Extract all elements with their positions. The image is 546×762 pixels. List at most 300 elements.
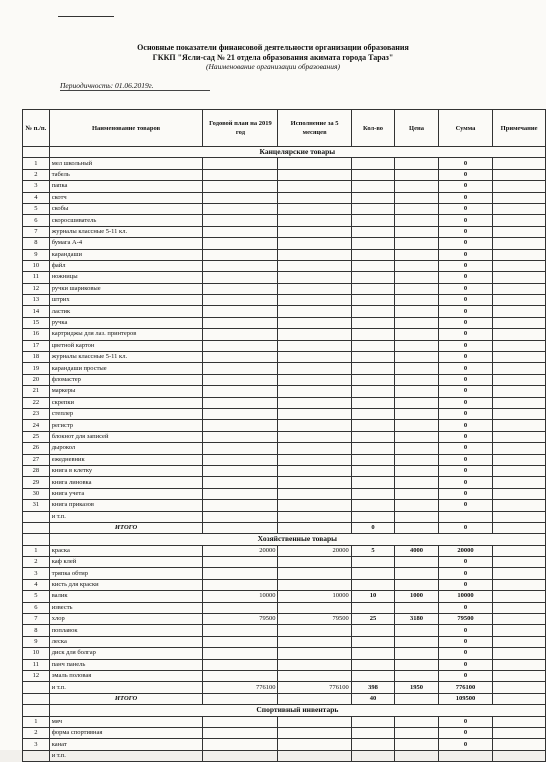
cell-name: эмаль половая (49, 670, 203, 681)
table-row (23, 579, 546, 590)
cell-execution (278, 169, 351, 180)
cell-number (23, 750, 50, 761)
cell-number: 26 (23, 443, 50, 454)
cell-quantity: 40 (351, 693, 394, 704)
cell-plan (203, 648, 278, 659)
cell-note (493, 431, 546, 442)
cell-name: ИТОГО (49, 693, 203, 704)
cell-sum: 0 (438, 203, 492, 214)
cell-name: цветной картон (49, 340, 203, 351)
cell-plan (203, 295, 278, 306)
cell-name: тряпка обтир (49, 568, 203, 579)
cell-plan (203, 739, 278, 750)
cell-note (493, 477, 546, 488)
cell-price (395, 317, 439, 328)
cell-execution (278, 181, 351, 192)
cell-sum: 0 (438, 431, 492, 442)
cell-sum: 0 (438, 238, 492, 249)
cell-note (493, 488, 546, 499)
section-sport-title-row (23, 705, 546, 716)
periodicity: Периодичность: 01.06.2019г. (60, 81, 154, 90)
cell-note (493, 397, 546, 408)
cell-price (395, 352, 439, 363)
cell-sum: 0 (438, 648, 492, 659)
cell-execution (278, 739, 351, 750)
cell-quantity (351, 352, 394, 363)
cell-execution: 79500 (278, 614, 351, 625)
table-row (23, 591, 546, 602)
cell-sum: 0 (438, 386, 492, 397)
section-household-title: Хозяйственные товары (49, 534, 545, 545)
cell-sum: 0 (438, 727, 492, 738)
cell-price (395, 420, 439, 431)
cell-execution (278, 386, 351, 397)
cell-sum: 0 (438, 192, 492, 203)
cell-quantity (351, 739, 394, 750)
cell-price (395, 192, 439, 203)
cell-note (493, 682, 546, 693)
cell-plan (203, 272, 278, 283)
cell-plan (203, 374, 278, 385)
organization-name: ГККП "Ясли-сад № 21 отдела образования акимата города Тараз" (152, 53, 394, 62)
cell-number: 8 (23, 238, 50, 249)
cell-plan (203, 397, 278, 408)
cell-price: 1950 (395, 682, 439, 693)
cell-plan (203, 670, 278, 681)
cell-plan (203, 568, 278, 579)
cell-name: панч панель (49, 659, 203, 670)
cell-sum (438, 750, 492, 761)
cell-sum: 0 (438, 408, 492, 419)
cell-number: 4 (23, 579, 50, 590)
cell-plan (203, 727, 278, 738)
table-row (23, 625, 546, 636)
cell-name: ножницы (49, 272, 203, 283)
cell-price (395, 477, 439, 488)
cell-number (23, 522, 50, 533)
cell-sum: 0 (438, 636, 492, 647)
cell-quantity (351, 181, 394, 192)
table-row (23, 329, 546, 340)
cell-note (493, 545, 546, 556)
col-execution: Исполнение за 5 месяцев (278, 110, 351, 147)
cell-number: 7 (23, 614, 50, 625)
cell-name: и т.п. (49, 511, 203, 522)
finance-table (22, 109, 546, 762)
cell-note (493, 443, 546, 454)
table-row (23, 488, 546, 499)
cell-name: известь (49, 602, 203, 613)
cell-price (395, 226, 439, 237)
cell-note (493, 420, 546, 431)
cell-price (395, 386, 439, 397)
cell-number: 7 (23, 226, 50, 237)
cell-number: 13 (23, 295, 50, 306)
cell-sum: 0 (438, 443, 492, 454)
cell-quantity (351, 465, 394, 476)
cell-note (493, 465, 546, 476)
cell-execution (278, 659, 351, 670)
cell-note (493, 408, 546, 419)
cell-quantity (351, 249, 394, 260)
cell-execution (278, 636, 351, 647)
cell-execution (278, 488, 351, 499)
cell-sum: 0 (438, 420, 492, 431)
cell-name: скоросшиватель (49, 215, 203, 226)
cell-execution (278, 317, 351, 328)
cell-note (493, 295, 546, 306)
table-row (23, 659, 546, 670)
cell-plan (203, 465, 278, 476)
table-row (23, 386, 546, 397)
cell-plan (203, 226, 278, 237)
cell-sum: 0 (438, 602, 492, 613)
cell-name: штрих (49, 295, 203, 306)
cell-execution (278, 203, 351, 214)
table-row (23, 739, 546, 750)
cell-plan (203, 511, 278, 522)
cell-price (395, 488, 439, 499)
cell-number: 9 (23, 636, 50, 647)
cell-number: 6 (23, 602, 50, 613)
cell-number: 15 (23, 317, 50, 328)
cell-sum: 0 (438, 272, 492, 283)
cell-plan (203, 283, 278, 294)
cell-execution (278, 215, 351, 226)
cell-execution (278, 693, 351, 704)
cell-price (395, 238, 439, 249)
cell-name: скобы (49, 203, 203, 214)
cell-number: 18 (23, 352, 50, 363)
table-row (23, 169, 546, 180)
cell-quantity (351, 659, 394, 670)
cell-price (395, 295, 439, 306)
cell-sum: 0 (438, 374, 492, 385)
cell-note (493, 215, 546, 226)
cell-execution (278, 465, 351, 476)
cell-quantity (351, 317, 394, 328)
cell-plan (203, 340, 278, 351)
cell-quantity (351, 169, 394, 180)
cell-price (395, 465, 439, 476)
cell-note (493, 329, 546, 340)
cell-name: леска (49, 636, 203, 647)
cell-sum: 0 (438, 352, 492, 363)
cell-name: краска (49, 545, 203, 556)
report-title: Основные показатели финансовой деятельности организации образования (137, 43, 409, 52)
cell-quantity (351, 340, 394, 351)
cell-price (395, 215, 439, 226)
cell-sum: 0 (438, 488, 492, 499)
cell-quantity (351, 511, 394, 522)
cell-price: 4000 (395, 545, 439, 556)
cell-plan: 20000 (203, 545, 278, 556)
table-row (23, 363, 546, 374)
cell-sum: 776100 (438, 682, 492, 693)
cell-quantity: 25 (351, 614, 394, 625)
cell-quantity (351, 625, 394, 636)
cell-execution (278, 306, 351, 317)
cell-note (493, 659, 546, 670)
cell-price (395, 602, 439, 613)
cell-quantity (351, 283, 394, 294)
cell-name: регистр (49, 420, 203, 431)
cell-name: журналы классные 5-11 кл. (49, 352, 203, 363)
cell-execution (278, 249, 351, 260)
cell-sum: 0 (438, 568, 492, 579)
col-sum: Сумма (438, 110, 492, 147)
cell-execution (278, 511, 351, 522)
cell-name: журналы классные 5-11 кл. (49, 226, 203, 237)
cell-execution (278, 408, 351, 419)
cell-number: 12 (23, 670, 50, 681)
cell-sum: 20000 (438, 545, 492, 556)
table-row (23, 249, 546, 260)
cell-note (493, 352, 546, 363)
cell-sum: 0 (438, 477, 492, 488)
cell-execution (278, 329, 351, 340)
cell-note (493, 272, 546, 283)
cell-sum: 0 (438, 670, 492, 681)
cell-name: и т.п. (49, 682, 203, 693)
cell-note (493, 511, 546, 522)
cell-plan (203, 249, 278, 260)
table-row (23, 226, 546, 237)
cell-note (493, 192, 546, 203)
cell-quantity (351, 238, 394, 249)
cell-name: степлер (49, 408, 203, 419)
cell-execution (278, 397, 351, 408)
cell-plan (203, 636, 278, 647)
table-row (23, 408, 546, 419)
cell-execution (278, 602, 351, 613)
cell-name: кисть для краски (49, 579, 203, 590)
table-row (23, 477, 546, 488)
table-row (23, 465, 546, 476)
cell-price (395, 500, 439, 511)
cell-note (493, 614, 546, 625)
cell-number: 16 (23, 329, 50, 340)
cell-execution (278, 579, 351, 590)
cell-price (395, 443, 439, 454)
cell-plan (203, 443, 278, 454)
cell-price (395, 636, 439, 647)
cell-execution (278, 727, 351, 738)
cell-sum: 0 (438, 363, 492, 374)
cell-price (395, 716, 439, 727)
cell-sum: 0 (438, 716, 492, 727)
cell-number (23, 511, 50, 522)
table-row (23, 260, 546, 271)
cell-quantity (351, 260, 394, 271)
cell-execution (278, 750, 351, 761)
cell-plan (203, 750, 278, 761)
cell-sum: 0 (438, 215, 492, 226)
cell-number: 3 (23, 181, 50, 192)
cell-plan (203, 602, 278, 613)
cell-quantity (351, 226, 394, 237)
cell-quantity (351, 295, 394, 306)
table-row (23, 295, 546, 306)
cell-quantity (351, 477, 394, 488)
table-row (23, 215, 546, 226)
table-row (23, 203, 546, 214)
cell-number: 23 (23, 408, 50, 419)
cell-plan (203, 215, 278, 226)
cell-number: 24 (23, 420, 50, 431)
cell-execution (278, 283, 351, 294)
cell-note (493, 203, 546, 214)
cell-execution (278, 568, 351, 579)
table-row (23, 670, 546, 681)
cell-plan (203, 192, 278, 203)
cell-name: диск для болгар (49, 648, 203, 659)
cell-sum: 0 (438, 739, 492, 750)
cell-plan (203, 408, 278, 419)
table-row (23, 648, 546, 659)
cell-plan (203, 420, 278, 431)
cell-number (23, 682, 50, 693)
cell-empty (23, 534, 50, 545)
cell-note (493, 283, 546, 294)
cell-sum: 0 (438, 329, 492, 340)
cell-plan (203, 477, 278, 488)
cell-plan (203, 181, 278, 192)
cell-execution: 10000 (278, 591, 351, 602)
cell-name: книга в клетку (49, 465, 203, 476)
table-row (23, 431, 546, 442)
cell-price (395, 272, 439, 283)
cell-plan (203, 625, 278, 636)
cell-number: 2 (23, 557, 50, 568)
cell-plan (203, 659, 278, 670)
col-note: Примечание (493, 110, 546, 147)
cell-execution (278, 192, 351, 203)
table-row (23, 614, 546, 625)
cell-plan (203, 260, 278, 271)
cell-price (395, 454, 439, 465)
table-row (23, 340, 546, 351)
cell-quantity (351, 158, 394, 169)
cell-sum: 10000 (438, 591, 492, 602)
cell-plan (203, 579, 278, 590)
cell-note (493, 602, 546, 613)
cell-execution (278, 352, 351, 363)
cell-quantity (351, 648, 394, 659)
cell-sum: 0 (438, 181, 492, 192)
table-row-total (23, 693, 546, 704)
cell-quantity (351, 203, 394, 214)
cell-price (395, 522, 439, 533)
cell-name: файл (49, 260, 203, 271)
cell-sum: 0 (438, 340, 492, 351)
cell-execution (278, 670, 351, 681)
cell-plan (203, 386, 278, 397)
cell-note (493, 727, 546, 738)
cell-sum: 0 (438, 397, 492, 408)
cell-note (493, 500, 546, 511)
cell-name: карандаши простые (49, 363, 203, 374)
table-row (23, 374, 546, 385)
cell-note (493, 158, 546, 169)
cell-execution (278, 477, 351, 488)
cell-number: 5 (23, 591, 50, 602)
cell-execution (278, 158, 351, 169)
cell-execution (278, 625, 351, 636)
cell-price: 1000 (395, 591, 439, 602)
cell-sum: 0 (438, 659, 492, 670)
table-row (23, 682, 546, 693)
table-row (23, 238, 546, 249)
section-sport-title: Спортивный инвентарь (49, 705, 545, 716)
cell-execution (278, 500, 351, 511)
cell-name: фломастер (49, 374, 203, 385)
cell-price (395, 511, 439, 522)
cell-execution (278, 374, 351, 385)
cell-name: ручка (49, 317, 203, 328)
cell-name: табель (49, 169, 203, 180)
cell-plan (203, 557, 278, 568)
cell-note (493, 306, 546, 317)
cell-price (395, 374, 439, 385)
cell-execution (278, 454, 351, 465)
cell-number: 1 (23, 545, 50, 556)
cell-note (493, 386, 546, 397)
cell-execution (278, 226, 351, 237)
cell-note (493, 363, 546, 374)
cell-name: и т.п. (49, 750, 203, 761)
cell-price (395, 203, 439, 214)
cell-number: 10 (23, 260, 50, 271)
cell-name: папка (49, 181, 203, 192)
cell-note (493, 750, 546, 761)
cell-number: 11 (23, 272, 50, 283)
cell-name: маркеры (49, 386, 203, 397)
section-stationery-title: Канцелярские товары (49, 147, 545, 158)
cell-number: 3 (23, 568, 50, 579)
cell-sum: 0 (438, 260, 492, 271)
cell-plan: 10000 (203, 591, 278, 602)
col-quantity: Кол-во (351, 110, 394, 147)
cell-name: ИТОГО (49, 522, 203, 533)
cell-sum: 0 (438, 226, 492, 237)
cell-name: дырокол (49, 443, 203, 454)
cell-price (395, 158, 439, 169)
cell-note (493, 648, 546, 659)
cell-number: 1 (23, 158, 50, 169)
cell-number: 4 (23, 192, 50, 203)
cell-price (395, 659, 439, 670)
cell-sum: 0 (438, 522, 492, 533)
cell-execution (278, 295, 351, 306)
cell-number: 30 (23, 488, 50, 499)
table-row (23, 557, 546, 568)
table-row (23, 454, 546, 465)
cell-plan: 79500 (203, 614, 278, 625)
cell-execution (278, 648, 351, 659)
cell-quantity (351, 557, 394, 568)
cell-quantity (351, 454, 394, 465)
cell-number: 12 (23, 283, 50, 294)
cell-sum: 0 (438, 625, 492, 636)
cell-price (395, 306, 439, 317)
cell-sum: 0 (438, 317, 492, 328)
cell-plan (203, 238, 278, 249)
cell-quantity (351, 374, 394, 385)
cell-quantity: 5 (351, 545, 394, 556)
cell-number: 17 (23, 340, 50, 351)
table-row (23, 500, 546, 511)
